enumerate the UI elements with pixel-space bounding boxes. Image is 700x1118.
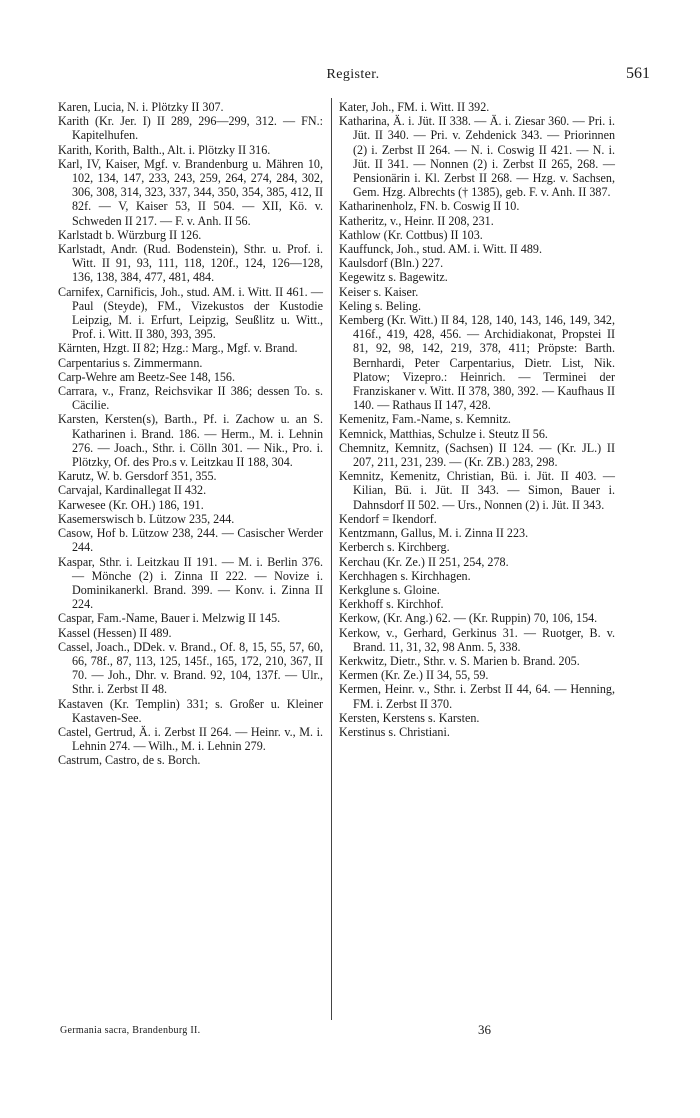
page-header	[56, 67, 650, 89]
index-entry: Karith, Korith, Balth., Alt. i. Plötzky II 316.	[58, 142, 271, 157]
index-entry: Kerstinus s. Christiani.	[339, 724, 450, 739]
index-entry: Carp-Wehre am Beetz-See 148, 156.	[58, 369, 236, 384]
footer-signature-mark: 36	[478, 1022, 491, 1037]
index-entry: Carrara, v., Franz, Reichsvikar II 386; dessen To. s. Cäcilie.	[58, 384, 323, 413]
index-entry: Kerchau (Kr. Ze.) II 251, 254, 278.	[339, 554, 509, 569]
index-entry: Cassel, Joach., DDek. v. Brand., Of. 8, 15, 55, 57, 60, 66, 78f., 87, 113, 125, 145f., 165, 172, 210, 367, II 70. — Joh., Dhr. v. Brand. 92, 104, 137f. — Ulr., Sthr. i. Zerbst II 48.	[58, 639, 323, 697]
index-entry: Kemnick, Matthias, Schulze i. Steutz II 56.	[339, 426, 548, 441]
index-entry: Kerkglune s. Gloine.	[339, 582, 440, 597]
index-entry: Kentzmann, Gallus, M. i. Zinna II 223.	[339, 526, 529, 541]
index-entry: Carnifex, Carnificis, Joh., stud. AM. i. Witt. II 461. — Paul (Steyde), FM., Vizekustos der Kustodie Leipzig, M. i. Erfurt, Leipzig, Seußlitz u. Witt., Prof. i. Witt. II 380, 393, 395.	[58, 284, 323, 342]
page-number: 561	[626, 65, 650, 82]
index-entry: Kermen (Kr. Ze.) II 34, 55, 59.	[339, 668, 489, 683]
index-entry: Kermen, Heinr. v., Sthr. i. Zerbst II 44, 64. — Henning, FM. i. Zerbst II 370.	[339, 682, 615, 711]
index-entry: Keling s. Beling.	[339, 298, 421, 313]
index-entry: Kerkow, (Kr. Ang.) 62. — (Kr. Ruppin) 70, 106, 154.	[339, 611, 598, 626]
index-entry: Karlstadt, Andr. (Rud. Bodenstein), Sthr. u. Prof. i. Witt. II 91, 93, 111, 118, 120f., 124, 126—128, 136, 138, 384, 477, 481, 484.	[58, 242, 323, 285]
index-entry: Karith (Kr. Jer. I) II 289, 296—299, 312. — FN.: Kapitelhufen.	[58, 114, 323, 143]
index-entry: Chemnitz, Kemnitz, (Sachsen) II 124. — (Kr. JL.) II 207, 211, 231, 239. — (Kr. ZB.) 283, 298.	[339, 440, 615, 470]
index-entry: Kasemerswisch b. Lützow 235, 244.	[58, 511, 235, 526]
index-entry: Kerkhoff s. Kirchhof.	[339, 597, 444, 612]
index-entry: Karutz, W. b. Gersdorf 351, 355.	[58, 469, 217, 484]
index-entry: Kater, Joh., FM. i. Witt. II 392.	[339, 100, 490, 114]
index-entry: Carvajal, Kardinallegat II 432.	[58, 483, 207, 498]
index-entry: Katharina, Ä. i. Jüt. II 338. — Ä. i. Ziesar 360. — Pri. i. Jüt. II 340. — Pri. v. Zehdenick 343. — Priorinnen (2) i. Zerbst II 264. — N. i. Coswig II 421. — N. i. Jüt. II 341. — Nonnen (2) i. Zerbst II 265, 268. — Pensionärin i. Kl. Zerbst II 268. — Hzg. v. Sachsen, Gem. Hzg. Albrechts († 1385), geb. F. v. Anh. II 387.	[339, 114, 615, 200]
index-entry: Kemberg (Kr. Witt.) II 84, 128, 140, 143, 146, 149, 342, 416f., 419, 428, 456. — Archidiakonat, Propstei II 81, 92, 98, 142, 219, 378, 411; Pröpste: Barth. Bernhardi, Peter Carpentarius, Dietr. List, Nik. Platow; Vizepro.: Heinrich. — Terminei der Franziskaner v. Witt. II 378, 380, 392. — Kaufhaus II 140. — Rathaus II 147, 428.	[339, 313, 615, 413]
index-entry: Karl, IV, Kaiser, Mgf. v. Brandenburg u. Mähren 10, 102, 134, 147, 233, 243, 259, 264, 274, 284, 302, 306, 308, 314, 323, 337, 344, 350, 354, 385, 412, II 82f. — V, Kaiser 53, II 504. — XII, Kö. v. Schweden II 217. — F. v. Anh. II 56.	[58, 156, 323, 228]
index-entry: Kaulsdorf (Bln.) 227.	[339, 256, 444, 271]
index-entry: Kathlow (Kr. Cottbus) II 103.	[339, 227, 483, 242]
index-entry: Karlstadt b. Würzburg II 126.	[58, 227, 202, 242]
index-entry: Kärnten, Hzgt. II 82; Hzg.: Marg., Mgf. v. Brand.	[58, 341, 298, 356]
index-entry: Castel, Gertrud, Ä. i. Zerbst II 264. — Heinr. v., M. i. Lehnin 274. — Wilh., M. i. Lehnin 279.	[58, 724, 323, 754]
index-entry: Kassel (Hessen) II 489.	[58, 625, 172, 640]
index-entry: Kemenitz, Fam.-Name, s. Kemnitz.	[339, 412, 511, 427]
index-column-left	[58, 100, 323, 768]
index-entry: Katheritz, v., Heinr. II 208, 231.	[339, 213, 494, 228]
index-entry: Kaspar, Sthr. i. Leitzkau II 191. — M. i. Berlin 376. — Mönche (2) i. Zinna II 222. — Novize i. Dominikanerkl. Brand. 399. — Konv. i. Zinna II 224.	[58, 554, 323, 612]
running-title: Register.	[326, 67, 380, 82]
index-entry: Kauffunck, Joh., stud. AM. i. Witt. II 489.	[339, 242, 542, 257]
column-divider	[331, 98, 332, 1020]
index-entry: Caspar, Fam.-Name, Bauer i. Melzwig II 145.	[58, 611, 281, 626]
index-entry: Carpentarius s. Zimmermann.	[58, 355, 203, 370]
index-entry: Keiser s. Kaiser.	[339, 284, 419, 299]
index-entry: Kerberch s. Kirchberg.	[339, 540, 450, 555]
index-entry: Kendorf = Ikendorf.	[339, 511, 437, 526]
index-entry: Karsten, Kersten(s), Barth., Pf. i. Zachow u. an S. Katharinen i. Brand. 186. — Herm., M. i. Lehnin 276. — Joach., Sthr. i. Cölln 301. — Nik., Pro. i. Plötzky, Of. des Pro.s v. Leitzkau II 188, 304.	[58, 412, 323, 470]
index-entry: Katharinenholz, FN. b. Coswig II 10.	[339, 199, 520, 214]
index-entry: Kegewitz s. Bagewitz.	[339, 270, 448, 285]
index-entry: Karen, Lucia, N. i. Plötzky II 307.	[58, 100, 224, 114]
index-entry: Kastaven (Kr. Templin) 331; s. Großer u. Kleiner Kastaven-See.	[58, 696, 323, 725]
index-entry: Kerkwitz, Dietr., Sthr. v. S. Marien b. Brand. 205.	[339, 653, 580, 668]
index-entry: Kersten, Kerstens s. Karsten.	[339, 710, 480, 725]
index-entry: Casow, Hof b. Lützow 238, 244. — Casischer Werder 244.	[58, 526, 323, 555]
index-entry: Castrum, Castro, de s. Borch.	[58, 753, 201, 768]
footer-series-title: Germania sacra, Brandenburg II.	[60, 1025, 201, 1036]
index-entry: Kerkow, v., Gerhard, Gerkinus 31. — Ruotger, B. v. Brand. 11, 31, 32, 98 Anm. 5, 338.	[339, 625, 615, 654]
index-entry: Kemnitz, Kemenitz, Christian, Bü. i. Jüt. II 403. — Kilian, Bü. i. Jüt. II 343. — Simon, Bauer i. Dahnsdorf II 502. — Urs., Nonnen (2) i. Jüt. II 343.	[339, 469, 615, 512]
index-entry: Karwesee (Kr. OH.) 186, 191.	[58, 497, 204, 512]
index-column-right	[339, 100, 615, 739]
index-entry: Kerchhagen s. Kirchhagen.	[339, 568, 471, 583]
